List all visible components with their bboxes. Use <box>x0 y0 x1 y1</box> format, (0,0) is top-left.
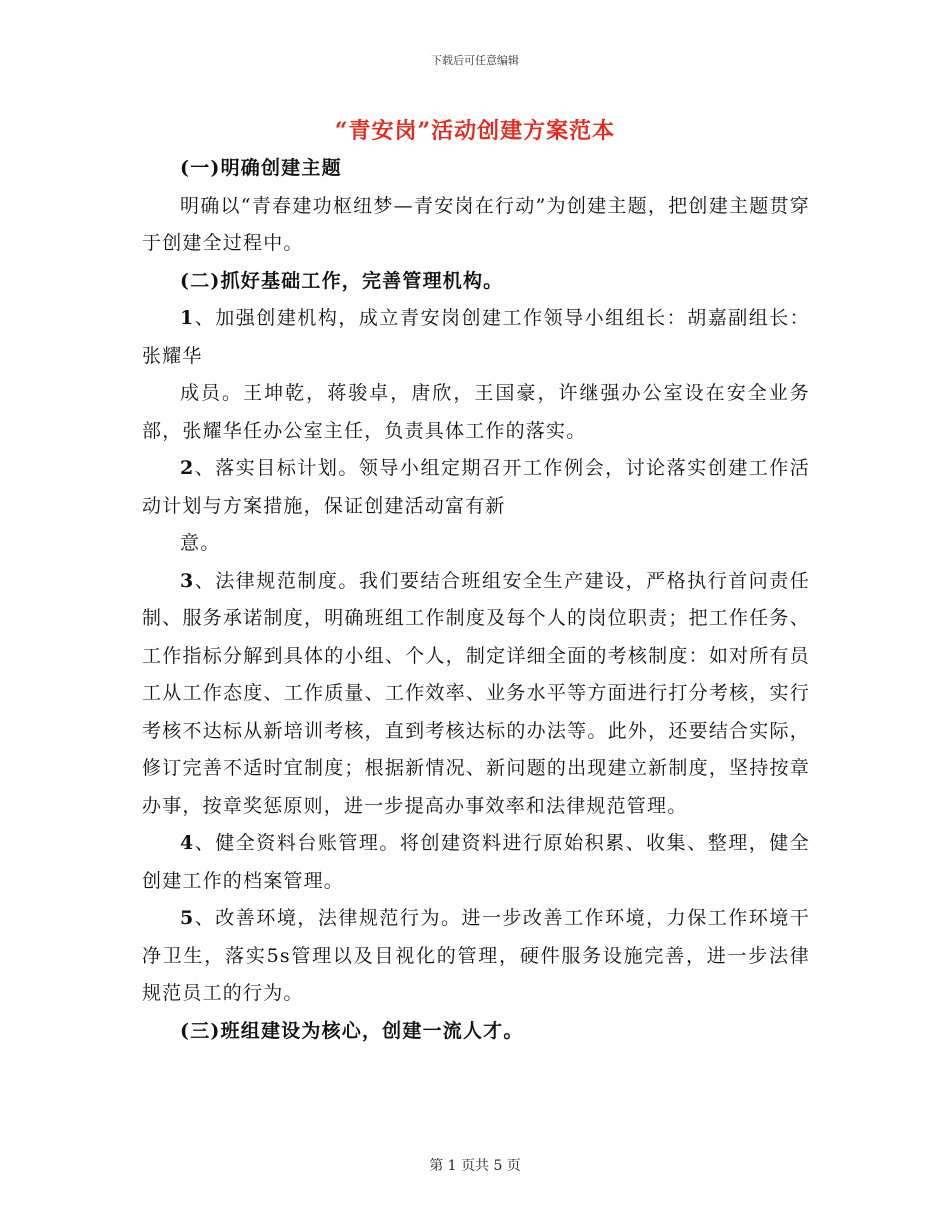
item-5-number: 5 <box>180 907 195 929</box>
item-1-number: 1 <box>180 307 195 329</box>
item-5-text: 、改善环境，法律规范行为。进一步改善工作环境，力保工作环境干净卫生，落实5s管理以及目视化的管理，硬件服务设施完善，进一步法律规范员工的行为。 <box>142 907 810 1004</box>
item-4-text: 、健全资料台账管理。将创建资料进行原始积累、收集、整理，健全创建工作的档案管理。 <box>142 832 810 892</box>
item-2-continuation: 意。 <box>180 532 221 554</box>
item-5-paragraph <box>142 900 810 1013</box>
item-1-continuation: 成员。王坤乾，蒋骏卓，唐欣，王国豪，许继强办公室设在安全业务部，张耀华任办公室主任，负责具体工作的落实。 <box>142 382 810 442</box>
item-3-paragraph <box>142 563 810 826</box>
document-title: “青安岗”活动创建方案范本 <box>334 118 616 144</box>
item-4-paragraph <box>142 825 810 900</box>
document-body <box>142 150 810 1050</box>
section-3-heading: (三)班组建设为核心，创建一流人才。 <box>180 1019 524 1042</box>
item-2-paragraph <box>142 450 810 525</box>
item-3-number: 3 <box>180 569 195 592</box>
item-1-text: 、加强创建机构，成立青安岗创建工作领导小组组长：胡嘉副组长：张耀华 <box>142 307 810 367</box>
section-2-heading: (二)抓好基础工作，完善管理机构。 <box>180 269 504 292</box>
page-footer: 第 1 页共 5 页 <box>429 1158 521 1174</box>
item-3-text: 、法律规范制度。我们要结合班组安全生产建设，严格执行首问责任制、服务承诺制度，明确班组工作制度及每个人的岗位职责；把工作任务、工作指标分解到具体的小组、个人，制定详细全面的考核制度：如对所有员工从工作态度、工作质量、工作效率、业务水平等方面进行打分考核，实行考核不达标从新培训考核，直到考核达标的办法等。此外，还要结合实际，修订完善不适时宜制度；根据新情况、新问题的出现建立新制度，坚持按章办事，按章奖惩原则，进一步提高办事效率和法律规范管理。 <box>142 569 810 817</box>
item-4-number: 4 <box>180 832 195 854</box>
item-1-paragraph <box>142 300 810 375</box>
section-1-heading: (一)明确创建主题 <box>180 157 342 179</box>
page-header: 下载后可任意编辑 <box>431 54 519 67</box>
item-2-text: 、落实目标计划。领导小组定期召开工作例会，讨论落实创建工作活动计划与方案措施，保证创建活动富有新 <box>142 457 810 517</box>
item-2-number: 2 <box>180 457 195 479</box>
section-1-paragraph: 明确以“青春建功枢纽梦—青安岗在行动”为创建主题，把创建主题贯穿于创建全过程中。 <box>142 194 810 254</box>
